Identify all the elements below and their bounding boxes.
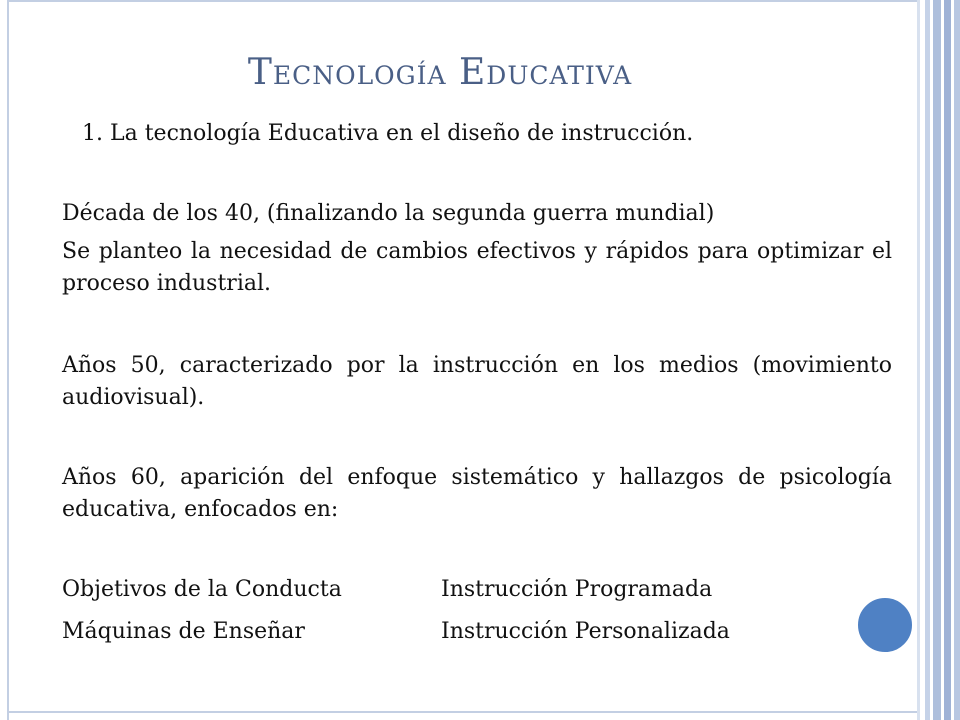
slide-title: Tecnología Educativa — [247, 52, 633, 93]
focus-item-left: Máquinas de Enseñar — [62, 619, 305, 644]
focus-item-right: Instrucción Personalizada — [441, 619, 730, 644]
paragraph-industrial-process: Se planteo la necesidad de cambios efectivos y rápidos para optimizar el proceso industrial. — [62, 239, 892, 296]
focus-row — [62, 574, 892, 606]
frame-bottom-border — [7, 711, 917, 713]
section-heading: 1. La tecnología Educativa en el diseño de instrucción. — [82, 121, 694, 146]
decorative-side-stripes — [917, 0, 960, 720]
focus-row — [62, 616, 892, 648]
paragraph-years-50: Años 50, caracterizado por la instrucción en los medios (movimiento audiovisual). — [62, 353, 892, 410]
focus-item-right: Instrucción Programada — [441, 577, 713, 602]
paragraph-decade-40: Década de los 40, (finalizando la segunda guerra mundial) — [62, 201, 715, 226]
frame-top-border — [7, 0, 917, 2]
frame-left-border — [7, 0, 9, 720]
focus-item-left: Objetivos de la Conducta — [62, 577, 342, 602]
paragraph-years-60: Años 60, aparición del enfoque sistemático y hallazgos de psicología educativa, enfocados en: — [62, 465, 892, 522]
